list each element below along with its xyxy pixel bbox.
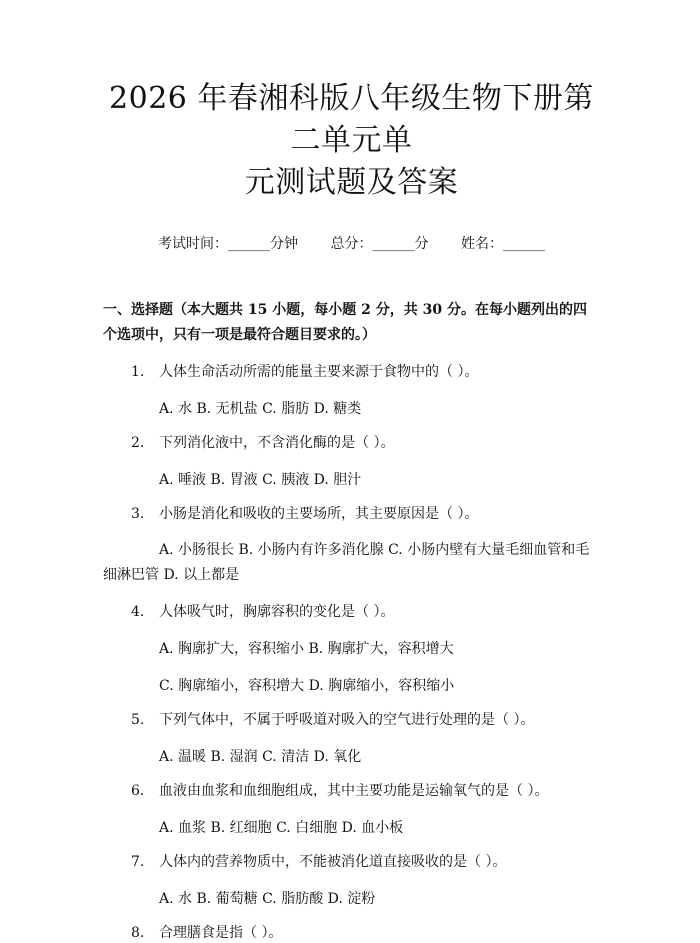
exam-time: 考试时间：______分钟 (158, 236, 299, 252)
title-line-1: 2026 年春湘科版八年级生物下册第二单元单 (109, 81, 594, 158)
question-text: 人体生命活动所需的能量主要来源于食物中的（ ）。 (159, 364, 479, 380)
question-number: 6. (131, 783, 145, 799)
question-number: 2. (131, 435, 145, 451)
question-6-options: A. 血浆 B. 红细胞 C. 白细胞 D. 血小板 (159, 820, 404, 836)
question-number: 1. (131, 364, 145, 380)
question-text: 人体内的营养物质中，不能被消化道直接吸收的是（ ）。 (159, 854, 507, 870)
page-title (103, 78, 600, 204)
question-number: 8. (131, 925, 145, 941)
question-6 (103, 781, 600, 801)
question-3-options: A. 小肠很长 B. 小肠内有许多消化腺 C. 小肠内壁有大量毛细血管和毛细淋巴管 D. 以上都是 (103, 542, 590, 583)
question-text: 合理膳食是指（ ）。 (159, 925, 283, 941)
question-5 (103, 710, 600, 730)
question-4 (103, 602, 600, 622)
section-heading: 一、选择题（本大题共 15 小题，每小题 2 分，共 30 分。在每小题列出的四个选项中，只有一项是最符合题目要求的。） (103, 302, 587, 343)
question-7 (103, 852, 600, 872)
title-line-2: 元测试题及答案 (244, 165, 459, 200)
question-8 (103, 923, 600, 943)
exam-score: 总分：______分 (330, 236, 429, 252)
question-1 (103, 362, 600, 382)
question-text: 下列消化液中，不含消化酶的是（ ）。 (159, 435, 395, 451)
question-1-options: A. 水 B. 无机盐 C. 脂肪 D. 糖类 (159, 401, 362, 417)
question-4-options-row-1: A. 胸廓扩大，容积缩小 B. 胸廓扩大，容积增大 (159, 641, 454, 657)
question-4-options-row-2: C. 胸廓缩小，容积增大 D. 胸廓缩小，容积缩小 (159, 678, 455, 694)
question-text: 下列气体中，不属于呼吸道对吸入的空气进行处理的是（ ）。 (159, 712, 535, 728)
question-text: 人体吸气时，胸廓容积的变化是（ ）。 (159, 604, 395, 620)
question-7-options: A. 水 B. 葡萄糖 C. 脂肪酸 D. 淀粉 (159, 891, 376, 907)
question-3 (103, 504, 600, 524)
question-5-options: A. 温暖 B. 湿润 C. 清洁 D. 氧化 (159, 749, 362, 765)
question-2-options: A. 唾液 B. 胃液 C. 胰液 D. 胆汁 (159, 472, 362, 488)
question-number: 4. (131, 604, 145, 620)
question-number: 5. (131, 712, 145, 728)
question-number: 7. (131, 854, 145, 870)
question-text: 小肠是消化和吸收的主要场所，其主要原因是（ ）。 (159, 506, 479, 522)
exam-name: 姓名：______ (460, 236, 545, 252)
question-2 (103, 433, 600, 453)
question-number: 3. (131, 506, 145, 522)
exam-meta (103, 234, 600, 254)
question-text: 血液由血浆和血细胞组成，其中主要功能是运输氧气的是（ ）。 (159, 783, 549, 799)
